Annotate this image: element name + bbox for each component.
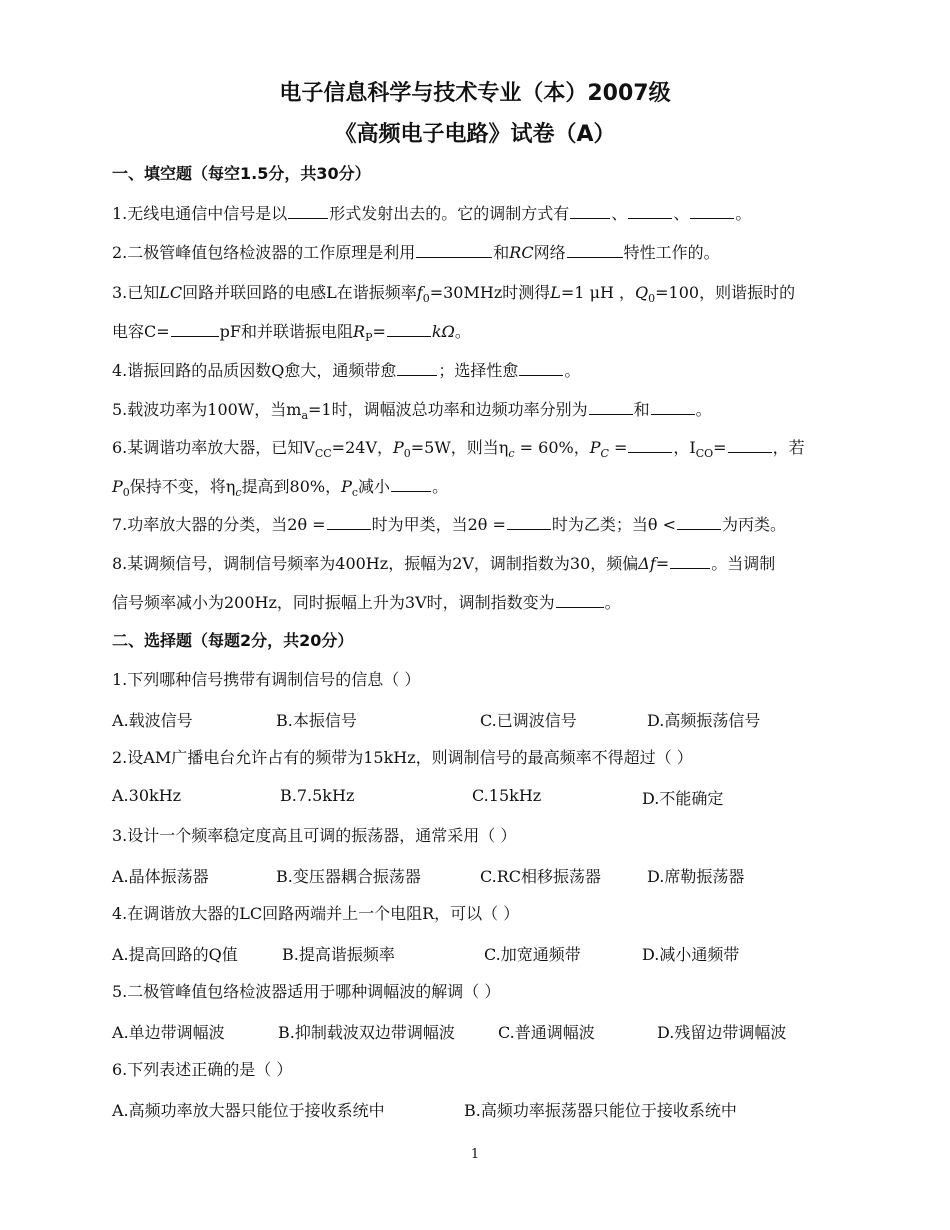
answer-blank[interactable] — [171, 321, 219, 337]
fill-question-1: 1.无线电通信中信号是以 形式发射出去的。它的调制方式有 、 、 。 — [112, 204, 752, 223]
fill-question-8: 8.某调频信号，调制信号频率为400Hz，振幅为2V，调制指数为30，频偏Δf= 。当调制 — [112, 554, 776, 573]
section1-heading: 一、填空题（每空1.5分，共30分） — [112, 164, 371, 183]
choice-option[interactable]: B.抑制载波双边带调幅波 — [278, 1023, 455, 1042]
exam-title-line2: 《高频电子电路》试卷（A） — [334, 122, 616, 147]
choice-option[interactable]: A.提高回路的Q值 — [112, 945, 238, 964]
answer-blank[interactable] — [397, 360, 437, 376]
answer-blank[interactable] — [519, 360, 563, 376]
choice-question-5: 5.二极管峰值包络检波器适用于哪种调幅波的解调（ ） — [112, 982, 501, 1001]
choice-options-3 — [112, 864, 842, 886]
answer-blank[interactable] — [628, 437, 672, 453]
answer-blank[interactable] — [391, 476, 431, 492]
choice-option[interactable]: B.高频功率振荡器只能位于接收系统中 — [464, 1101, 737, 1120]
choice-options-4 — [112, 942, 842, 964]
choice-option[interactable]: A.30kHz — [112, 786, 182, 805]
choice-option[interactable]: A.晶体振荡器 — [112, 867, 209, 886]
answer-blank[interactable] — [567, 242, 623, 258]
choice-option[interactable]: A.单边带调幅波 — [112, 1023, 225, 1042]
answer-blank[interactable] — [327, 514, 371, 530]
choice-options-6 — [112, 1098, 842, 1120]
fill-question-2: 2.二极管峰值包络检波器的工作原理是利用 和RC网络 特性工作的。 — [112, 243, 720, 262]
choice-option[interactable]: A.高频功率放大器只能位于接收系统中 — [112, 1101, 385, 1120]
choice-option[interactable]: B.变压器耦合振荡器 — [276, 867, 421, 886]
choice-option[interactable]: C.已调波信号 — [480, 711, 577, 730]
choice-option[interactable]: C.15kHz — [472, 786, 542, 805]
fill-question-7: 7.功率放大器的分类，当2θ = 时为甲类，当2θ = 时为乙类；当θ < 为丙类。 — [112, 515, 787, 534]
answer-blank[interactable] — [416, 242, 492, 258]
section2-heading: 二、选择题（每题2分，共20分） — [112, 631, 354, 650]
choice-option[interactable]: D.高频振荡信号 — [647, 711, 761, 730]
choice-option[interactable]: B.7.5kHz — [280, 786, 355, 805]
choice-option[interactable]: A.载波信号 — [112, 711, 193, 730]
answer-blank[interactable] — [651, 399, 695, 415]
answer-blank[interactable] — [690, 203, 734, 219]
answer-blank[interactable] — [507, 514, 551, 530]
choice-options-5 — [112, 1020, 842, 1042]
choice-option[interactable]: D.不能确定 — [642, 789, 724, 808]
choice-option[interactable]: C.普通调幅波 — [498, 1023, 595, 1042]
choice-options-1 — [112, 708, 842, 730]
answer-blank[interactable] — [728, 437, 772, 453]
fill-question-6-cont: $P_0$保持不变，将$\eta_c$提高到80%，$P_c$减小 。 — [112, 477, 449, 500]
answer-blank[interactable] — [387, 321, 431, 337]
fill-question-8-cont: 信号频率减小为200Hz，同时振幅上升为3V时，调制指数变为 。 — [112, 593, 621, 612]
choice-option[interactable]: B.本振信号 — [276, 711, 357, 730]
answer-blank[interactable] — [628, 203, 672, 219]
answer-blank[interactable] — [570, 203, 610, 219]
choice-options-2 — [112, 786, 842, 808]
fill-question-4: 4.谐振回路的品质因数Q愈大，通频带愈 ；选择性愈 。 — [112, 361, 581, 380]
page-number: 1 — [470, 1147, 480, 1162]
exam-title-line1: 电子信息科学与技术专业（本）2007级 — [279, 81, 671, 106]
choice-option[interactable]: D.残留边带调幅波 — [657, 1023, 787, 1042]
answer-blank[interactable] — [677, 514, 721, 530]
fill-question-3: 3.已知LC回路并联回路的电感L在谐振频率$f_0=30MHz$时测得L=1 μH ，$Q_0=100$，则谐振时的 — [112, 283, 796, 306]
choice-option[interactable]: C.加宽通频带 — [484, 945, 581, 964]
choice-question-1: 1.下列哪种信号携带有调制信号的信息（ ） — [112, 670, 421, 689]
fill-question-5: 5.载波功率为100W，当$m_a=1$时，调幅波总功率和边频功率分别为 和 。 — [112, 400, 712, 423]
choice-question-6: 6.下列表述正确的是（ ） — [112, 1060, 293, 1079]
answer-blank[interactable] — [670, 553, 710, 569]
fill-question-3-cont: 电容C= pF和并联谐振电阻$R_P= k\Omega$。 — [112, 322, 471, 345]
answer-blank[interactable] — [556, 592, 604, 608]
choice-question-4: 4.在调谐放大器的LC回路两端并上一个电阻R，可以（ ） — [112, 904, 520, 923]
answer-blank[interactable] — [589, 399, 633, 415]
choice-option[interactable]: D.减小通频带 — [642, 945, 740, 964]
choice-option[interactable]: C.RC相移振荡器 — [480, 867, 602, 886]
answer-blank[interactable] — [288, 203, 328, 219]
fill-question-6: 6.某调谐功率放大器，已知$V_{CC}=24V$，$P_0=5W$，则当$\eta_c = 60\%$，$P_C$ = ，$I_{CO}=$ ，若 — [112, 438, 805, 461]
choice-question-3: 3.设计一个频率稳定度高且可调的振荡器，通常采用（ ） — [112, 826, 517, 845]
choice-question-2: 2.设AM广播电台允许占有的频带为15kHz，则调制信号的最高频率不得超过（ ） — [112, 748, 693, 767]
choice-option[interactable]: B.提高谐振频率 — [282, 945, 395, 964]
choice-option[interactable]: D.席勒振荡器 — [647, 867, 745, 886]
